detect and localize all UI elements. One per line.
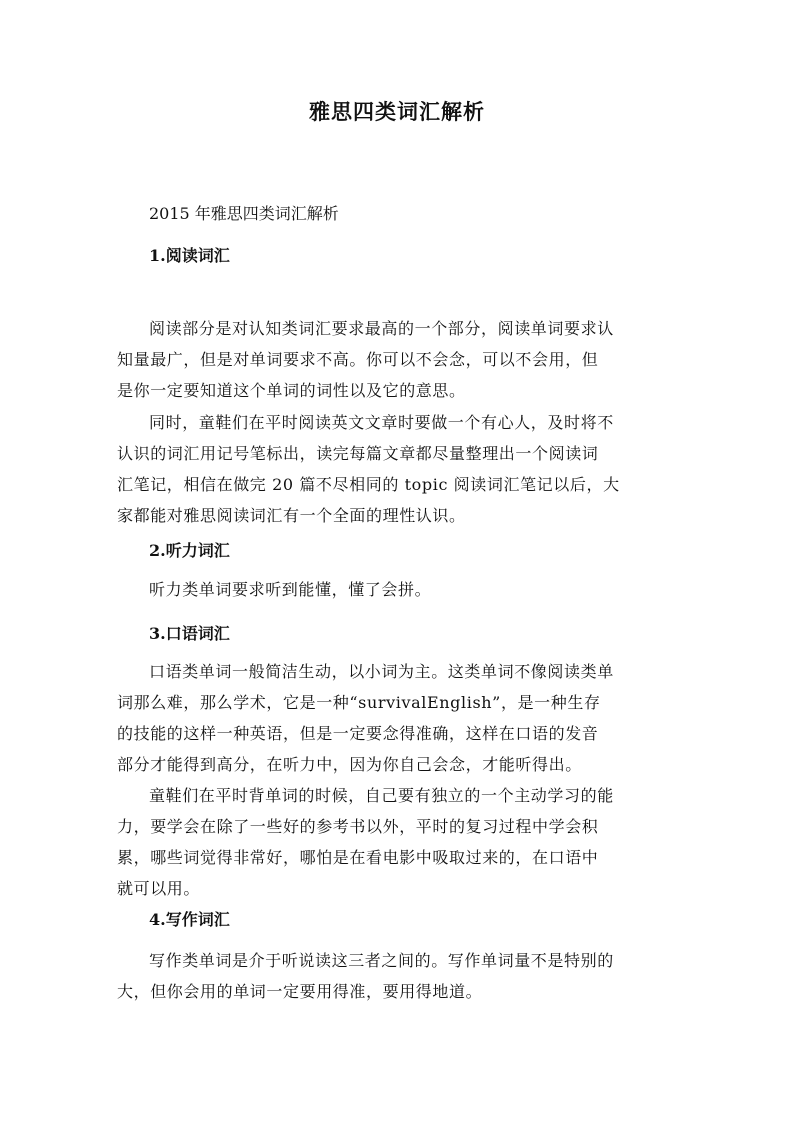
paragraph-line: 力，要学会在除了一些好的参考书以外，平时的复习过程中学会积: [117, 817, 599, 836]
section-heading-listening: 2.听力词汇: [149, 541, 230, 560]
paragraph-line: 认识的词汇用记号笔标出，读完每篇文章都尽量整理出一个阅读词: [117, 444, 599, 463]
paragraph-listening-1: [117, 574, 677, 605]
page-title: 雅思四类词汇解析: [309, 99, 485, 124]
paragraph-line: 听力类单词要求听到能懂，懂了会拼。: [149, 580, 432, 599]
paragraph-line: 大，但你会用的单词一定要用得准，要用得地道。: [117, 982, 483, 1001]
paragraph-line: 知量最广，但是对单词要求不高。你可以不会念，可以不会用，但: [117, 350, 599, 369]
paragraph-line: 同时，童鞋们在平时阅读英文文章时要做一个有心人，及时将不: [149, 413, 614, 432]
paragraph-speaking-2: [117, 780, 677, 904]
section-heading-reading: 1.阅读词汇: [149, 246, 230, 265]
paragraph-line: 汇笔记，相信在做完 20 篇不尽相同的 topic 阅读词汇笔记以后，大: [117, 475, 620, 494]
section-heading-speaking: 3.口语词汇: [149, 624, 230, 643]
paragraph-line: 写作类单词是介于听说读这三者之间的。写作单词量不是特别的: [149, 951, 614, 970]
paragraph-line: 是你一定要知道这个单词的词性以及它的意思。: [117, 381, 466, 400]
document-subtitle: 2015 年雅思四类词汇解析: [149, 204, 339, 223]
paragraph-line: 阅读部分是对认知类词汇要求最高的一个部分，阅读单词要求认: [149, 319, 614, 338]
paragraph-line: 就可以用。: [117, 879, 201, 898]
paragraph-speaking-1: [117, 656, 677, 780]
paragraph-reading-1: [117, 313, 677, 406]
paragraph-line: 累，哪些词觉得非常好，哪怕是在看电影中吸取过来的，在口语中: [117, 848, 599, 867]
section-heading-writing: 4.写作词汇: [149, 910, 230, 929]
paragraph-line: 家都能对雅思阅读词汇有一个全面的理性认识。: [117, 506, 466, 525]
paragraph-line: 词那么难，那么学术，它是一种“survivalEnglish”，是一种生存: [117, 693, 601, 712]
paragraph-line: 的技能的这样一种英语，但是一定要念得准确，这样在口语的发音: [117, 724, 599, 743]
paragraph-line: 部分才能得到高分，在听力中，因为你自己会念，才能听得出。: [117, 755, 582, 774]
paragraph-line: 口语类单词一般简洁生动，以小词为主。这类单词不像阅读类单: [149, 662, 614, 681]
paragraph-line: 童鞋们在平时背单词的时候，自己要有独立的一个主动学习的能: [149, 786, 614, 805]
paragraph-writing-1: [117, 945, 677, 1007]
paragraph-reading-2: [117, 407, 677, 531]
